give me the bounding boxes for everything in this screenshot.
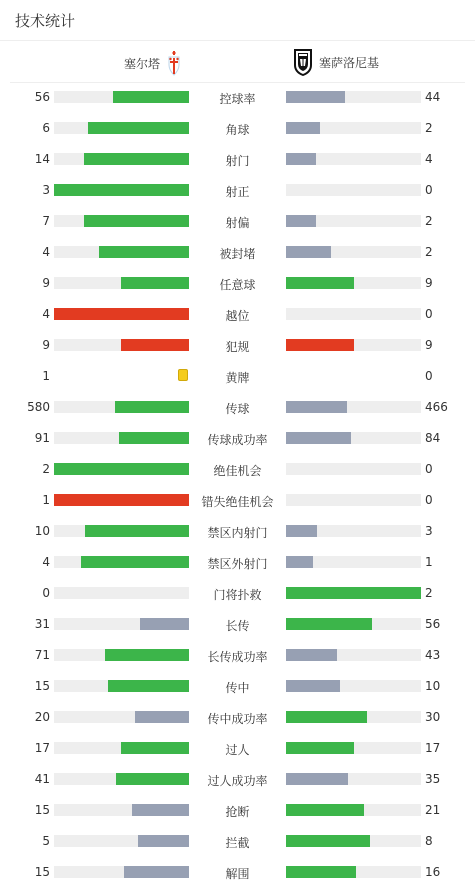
away-bar-fill	[286, 556, 313, 568]
stat-row	[0, 237, 475, 268]
home-bar-track	[54, 91, 189, 103]
home-bar-fill	[115, 401, 189, 413]
stat-label: 绝佳机会	[213, 464, 262, 478]
stat-label: 射正	[225, 185, 250, 199]
home-bar-fill	[84, 153, 189, 165]
home-value: 10	[34, 524, 50, 538]
away-value: 0	[425, 462, 433, 476]
stat-label: 抢断	[225, 805, 250, 819]
stat-label: 解围	[225, 867, 250, 881]
celta-crest-icon	[166, 50, 182, 76]
home-bar-track	[54, 680, 189, 692]
away-bar-track	[286, 215, 421, 227]
team-header	[10, 46, 465, 83]
away-bar-fill	[286, 91, 345, 103]
stat-row	[0, 392, 475, 423]
stats-list	[0, 82, 475, 888]
home-value: 6	[42, 121, 50, 135]
away-bar-track	[286, 122, 421, 134]
away-bar-track	[286, 432, 421, 444]
away-value: 3	[425, 524, 433, 538]
stat-label: 传中	[225, 681, 250, 695]
stat-row	[0, 175, 475, 206]
home-value: 5	[42, 834, 50, 848]
stat-label: 角球	[225, 123, 250, 137]
stat-row	[0, 671, 475, 702]
away-value: 10	[425, 679, 441, 693]
stat-row	[0, 206, 475, 237]
away-bar-fill	[286, 339, 354, 351]
home-value: 9	[42, 276, 50, 290]
stat-label: 错失绝佳机会	[201, 495, 274, 509]
away-bar-track	[286, 246, 421, 258]
home-value: 3	[42, 183, 50, 197]
home-team[interactable]	[124, 50, 182, 76]
stat-row	[0, 113, 475, 144]
stat-label: 任意球	[219, 278, 256, 292]
away-bar-fill	[286, 773, 348, 785]
away-value: 1	[425, 555, 433, 569]
away-value: 2	[425, 214, 433, 228]
stat-label: 越位	[225, 309, 250, 323]
home-team-name: 塞尔塔	[123, 56, 160, 71]
stat-row	[0, 609, 475, 640]
home-bar-track	[54, 432, 189, 444]
away-bar-track	[286, 556, 421, 568]
stat-label: 长传	[225, 619, 250, 633]
stat-label: 被封堵	[219, 247, 256, 261]
away-bar-track	[286, 649, 421, 661]
away-bar-fill	[286, 432, 351, 444]
home-bar-fill	[124, 866, 189, 878]
away-value: 21	[425, 803, 441, 817]
header-divider	[0, 40, 475, 41]
stat-row	[0, 423, 475, 454]
home-bar-fill	[138, 835, 189, 847]
home-bar-fill	[88, 122, 189, 134]
home-bar-fill	[54, 494, 189, 506]
away-bar-track	[286, 91, 421, 103]
away-bar-fill	[286, 866, 356, 878]
home-bar-fill	[105, 649, 189, 661]
stat-label: 门将扑救	[213, 588, 262, 602]
stat-row	[0, 454, 475, 485]
away-bar-track	[286, 401, 421, 413]
away-bar-track	[286, 711, 421, 723]
stat-row	[0, 764, 475, 795]
home-value: 15	[34, 865, 50, 879]
away-value: 0	[425, 307, 433, 321]
home-bar-fill	[113, 91, 189, 103]
away-bar-fill	[286, 587, 421, 599]
stat-row	[0, 733, 475, 764]
away-bar-track	[286, 184, 421, 196]
away-bar-fill	[286, 711, 367, 723]
away-team-name: 塞萨洛尼基	[319, 55, 380, 70]
home-value: 7	[42, 214, 50, 228]
home-value: 91	[34, 431, 50, 445]
stat-label: 犯规	[225, 340, 250, 354]
away-value: 9	[425, 338, 433, 352]
home-bar-track	[54, 649, 189, 661]
stat-row	[0, 268, 475, 299]
away-bar-track	[286, 494, 421, 506]
away-value: 2	[425, 121, 433, 135]
away-bar-fill	[286, 525, 317, 537]
home-bar-track	[54, 804, 189, 816]
away-bar-track	[286, 153, 421, 165]
home-bar-fill	[85, 525, 189, 537]
home-bar-track	[54, 835, 189, 847]
away-bar-track	[286, 773, 421, 785]
away-value: 9	[425, 276, 433, 290]
stat-label: 过人	[225, 743, 250, 757]
away-value: 8	[425, 834, 433, 848]
home-bar-track	[54, 773, 189, 785]
home-value: 17	[34, 741, 50, 755]
home-value: 4	[42, 307, 50, 321]
home-bar-fill	[81, 556, 189, 568]
away-bar-track	[286, 525, 421, 537]
home-value: 580	[27, 400, 50, 414]
home-bar-fill	[121, 742, 189, 754]
away-bar-track	[286, 680, 421, 692]
stat-row	[0, 299, 475, 330]
home-bar-fill	[99, 246, 189, 258]
stat-row	[0, 516, 475, 547]
away-value: 466	[425, 400, 448, 414]
home-bar-track	[54, 494, 189, 506]
away-bar-fill	[286, 122, 320, 134]
stat-row	[0, 578, 475, 609]
away-value: 17	[425, 741, 441, 755]
away-bar-track	[286, 277, 421, 289]
away-bar-fill	[286, 742, 354, 754]
away-value: 30	[425, 710, 441, 724]
home-value: 20	[34, 710, 50, 724]
home-bar-track	[54, 711, 189, 723]
stat-row	[0, 485, 475, 516]
away-value: 44	[425, 90, 441, 104]
away-bar-track	[286, 804, 421, 816]
away-bar-fill	[286, 680, 340, 692]
stat-row	[0, 361, 475, 392]
away-value: 2	[425, 586, 433, 600]
stat-row	[0, 826, 475, 857]
home-value: 56	[34, 90, 50, 104]
away-value: 84	[425, 431, 441, 445]
page-title: 技术统计	[15, 12, 76, 30]
home-value: 1	[42, 493, 50, 507]
away-bar-fill	[286, 277, 354, 289]
away-bar-track	[286, 463, 421, 475]
stat-row	[0, 702, 475, 733]
stat-label: 禁区内射门	[207, 526, 268, 540]
away-bar-fill	[286, 649, 337, 661]
away-value: 0	[425, 183, 433, 197]
home-bar-fill	[119, 432, 189, 444]
home-value: 2	[42, 462, 50, 476]
stat-row	[0, 795, 475, 826]
away-bar-fill	[286, 618, 372, 630]
stat-row	[0, 330, 475, 361]
away-value: 56	[425, 617, 441, 631]
home-bar-track	[54, 866, 189, 878]
away-bar-track	[286, 866, 421, 878]
away-bar-track	[286, 618, 421, 630]
away-bar-fill	[286, 835, 370, 847]
home-value: 15	[34, 803, 50, 817]
home-value: 15	[34, 679, 50, 693]
home-bar-track	[54, 339, 189, 351]
home-bar-fill	[54, 308, 189, 320]
home-value: 9	[42, 338, 50, 352]
home-value: 14	[34, 152, 50, 166]
yellow-card-icon	[178, 369, 188, 381]
stat-label: 射门	[225, 154, 250, 168]
stat-row	[0, 82, 475, 113]
stat-label: 黄牌	[225, 371, 250, 385]
home-bar-track	[54, 401, 189, 413]
home-bar-fill	[54, 184, 189, 196]
home-bar-track	[54, 308, 189, 320]
away-team[interactable]	[293, 48, 379, 76]
stat-label: 传球	[225, 402, 250, 416]
home-bar-track	[54, 587, 189, 599]
home-bar-track	[54, 153, 189, 165]
home-value: 4	[42, 555, 50, 569]
paok-crest-icon	[293, 48, 313, 76]
home-value: 31	[34, 617, 50, 631]
stat-row	[0, 640, 475, 671]
stat-label: 传球成功率	[207, 433, 268, 447]
home-bar-fill	[116, 773, 189, 785]
home-bar-fill	[132, 804, 189, 816]
away-bar-track	[286, 587, 421, 599]
home-bar-fill	[108, 680, 189, 692]
stat-label: 射偏	[225, 216, 250, 230]
stat-row	[0, 144, 475, 175]
away-value: 16	[425, 865, 441, 879]
home-bar-track	[54, 463, 189, 475]
away-bar-track	[286, 339, 421, 351]
stat-label: 过人成功率	[207, 774, 268, 788]
home-value: 71	[34, 648, 50, 662]
stat-label: 拦截	[225, 836, 250, 850]
home-bar-track	[54, 556, 189, 568]
stat-label: 控球率	[219, 92, 256, 106]
home-bar-fill	[140, 618, 189, 630]
away-value: 0	[425, 493, 433, 507]
home-bar-fill	[84, 215, 189, 227]
home-value: 4	[42, 245, 50, 259]
stat-label: 禁区外射门	[207, 557, 268, 571]
away-bar-track	[286, 308, 421, 320]
home-bar-track	[54, 277, 189, 289]
home-bar-track	[54, 215, 189, 227]
home-bar-track	[54, 184, 189, 196]
away-bar-track	[286, 835, 421, 847]
home-bar-fill	[135, 711, 189, 723]
home-bar-fill	[121, 277, 189, 289]
home-bar-track	[54, 122, 189, 134]
away-value: 4	[425, 152, 433, 166]
away-value: 43	[425, 648, 441, 662]
home-value: 41	[34, 772, 50, 786]
home-bar-track	[54, 618, 189, 630]
away-bar-fill	[286, 246, 331, 258]
away-bar-fill	[286, 153, 316, 165]
home-bar-track	[54, 246, 189, 258]
away-value: 35	[425, 772, 441, 786]
away-value: 0	[425, 369, 433, 383]
home-value: 1	[42, 369, 50, 383]
away-value: 2	[425, 245, 433, 259]
away-bar-fill	[286, 804, 364, 816]
home-value: 0	[42, 586, 50, 600]
away-bar-track	[286, 742, 421, 754]
away-bar-fill	[286, 401, 347, 413]
stat-row	[0, 857, 475, 888]
away-bar-fill	[286, 215, 316, 227]
stat-label: 长传成功率	[207, 650, 268, 664]
stat-row	[0, 547, 475, 578]
home-bar-track	[54, 525, 189, 537]
home-bar-fill	[54, 463, 189, 475]
home-bar-fill	[121, 339, 189, 351]
home-bar-track	[54, 742, 189, 754]
stat-label: 传中成功率	[207, 712, 268, 726]
